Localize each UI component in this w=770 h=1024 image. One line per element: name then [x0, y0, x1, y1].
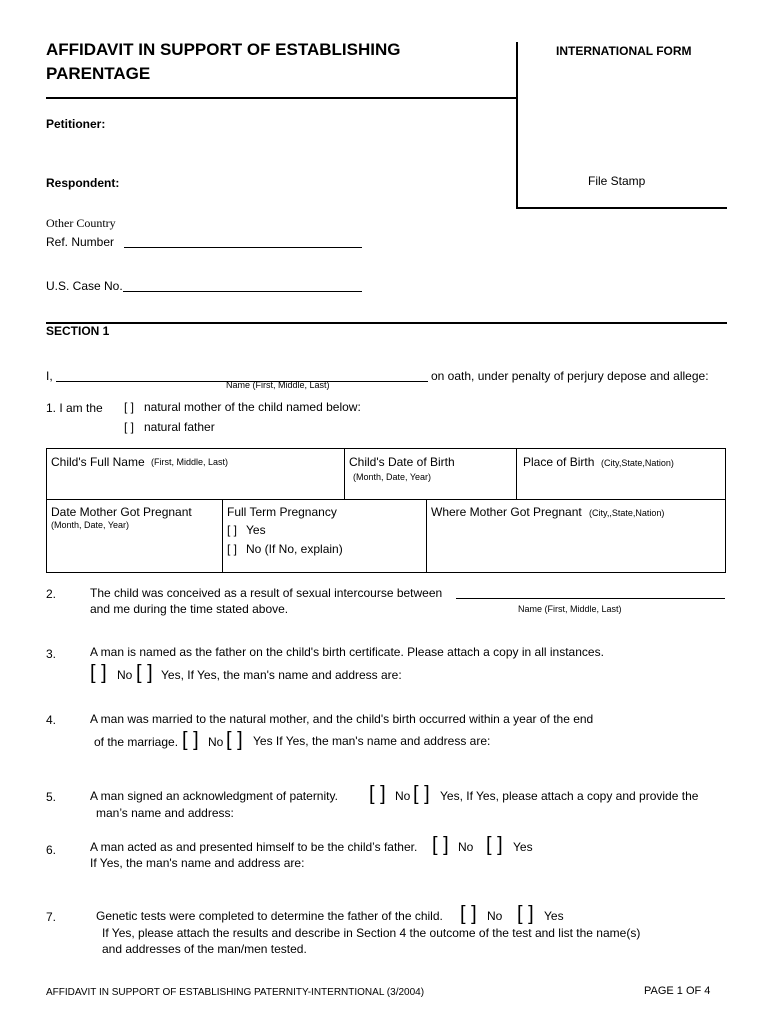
item3-text: A man is named as the father on the child's birth certificate. Please attach a copy in all instances.	[90, 645, 604, 659]
header-vertical-divider	[516, 42, 518, 208]
item3-no-checkbox[interactable]: [ ]	[90, 662, 107, 684]
item5-number: 5.	[46, 790, 57, 804]
full-term-no-checkbox[interactable]: [ ]	[227, 542, 238, 556]
item6-yes-label: Yes	[513, 840, 533, 854]
item3-number: 3.	[46, 647, 57, 661]
natural-father-checkbox[interactable]: [ ]	[124, 420, 135, 434]
respondent-label: Respondent:	[46, 176, 120, 190]
item7-no-checkbox[interactable]: [ ]	[460, 903, 477, 925]
footer-page-number: PAGE 1 OF 4	[644, 985, 711, 997]
us-case-no-field[interactable]	[123, 291, 362, 292]
place-of-birth-label: Place of Birth	[523, 455, 595, 469]
place-of-birth-cell[interactable]	[516, 448, 726, 500]
international-form-label: INTERNATIONAL FORM	[556, 44, 692, 58]
i-label: I,	[46, 369, 53, 383]
child-dob-cell[interactable]	[344, 448, 517, 500]
item6-no-label: No	[458, 840, 474, 854]
item7-yes-checkbox[interactable]: [ ]	[517, 903, 534, 925]
item4-text-line2: of the marriage.	[94, 735, 179, 749]
where-mother-pregnant-label: Where Mother Got Pregnant	[431, 505, 582, 519]
item4-no-label: No	[208, 735, 224, 749]
file-stamp-bottom-rule	[516, 207, 727, 209]
item5-no-checkbox[interactable]: [ ]	[369, 783, 386, 805]
affiant-name-caption: Name (First, Middle, Last)	[226, 380, 330, 390]
item5-text-line2: man’s name and address:	[96, 806, 234, 820]
section1-heading: SECTION 1	[46, 324, 110, 338]
item6-text-line2: If Yes, the man's name and address are:	[90, 856, 305, 870]
full-term-yes-checkbox[interactable]: [ ]	[227, 523, 238, 537]
form-title-line2: PARENTAGE	[46, 64, 151, 83]
other-country-label: Other Country	[46, 216, 116, 230]
item2-number: 2.	[46, 587, 57, 601]
child-full-name-hint: (First, Middle, Last)	[151, 457, 229, 467]
item6-yes-checkbox[interactable]: [ ]	[486, 834, 503, 856]
item3-yes-checkbox[interactable]: [ ]	[136, 662, 153, 684]
full-term-pregnancy-cell	[222, 499, 427, 573]
full-term-yes-label: Yes	[246, 523, 266, 537]
item5-text-line1: A man signed an acknowledgment of paternity.	[90, 789, 338, 803]
item7-number: 7.	[46, 910, 57, 924]
child-dob-label: Child's Date of Birth	[349, 455, 455, 469]
item4-text-line1: A man was married to the natural mother, and the child's birth occurred within a year of the end	[90, 712, 594, 726]
full-term-pregnancy-label: Full Term Pregnancy	[227, 505, 337, 519]
where-mother-pregnant-cell[interactable]	[426, 499, 726, 573]
section1-rule	[46, 322, 727, 324]
petitioner-label: Petitioner:	[46, 117, 106, 131]
item7-text-line1: Genetic tests were completed to determine the father of the child.	[96, 909, 443, 923]
item7-text-line3: and addresses of the man/men tested.	[102, 942, 307, 956]
item3-no-label: No	[117, 668, 133, 682]
item6-no-checkbox[interactable]: [ ]	[432, 834, 449, 856]
item7-yes-label: Yes	[544, 909, 564, 923]
natural-father-label: natural father	[144, 420, 215, 434]
item3-yes-label: Yes, If Yes, the man's name and address are:	[161, 668, 402, 682]
item2-name-caption: Name (First, Middle, Last)	[518, 604, 622, 614]
file-stamp-label: File Stamp	[588, 174, 646, 188]
item1-label: 1. I am the	[46, 401, 103, 415]
item6-text-line1: A man acted as and presented himself to be the child’s father.	[90, 840, 418, 854]
oath-text: on oath, under penalty of perjury depose and allege:	[431, 369, 709, 383]
item7-no-label: No	[487, 909, 503, 923]
item5-yes-label: Yes, If Yes, please attach a copy and provide the	[440, 789, 699, 803]
item4-yes-label: Yes If Yes, the man's name and address are:	[253, 734, 491, 748]
natural-mother-label: natural mother of the child named below:	[144, 400, 361, 414]
item6-number: 6.	[46, 843, 57, 857]
full-term-no-label: No (If No, explain)	[246, 542, 343, 556]
child-full-name-cell[interactable]	[46, 448, 345, 500]
us-case-no-label: U.S. Case No.	[46, 279, 123, 293]
title-underline-rule	[46, 97, 518, 99]
item4-yes-checkbox[interactable]: [ ]	[226, 729, 243, 751]
item4-number: 4.	[46, 713, 57, 727]
ref-number-label: Ref. Number	[46, 235, 115, 249]
natural-mother-checkbox[interactable]: [ ]	[124, 400, 135, 414]
child-full-name-label: Child's Full Name	[51, 455, 145, 469]
date-mother-pregnant-hint: (Month, Date, Year)	[51, 520, 130, 530]
where-mother-pregnant-hint: (City,,State,Nation)	[589, 508, 665, 518]
item5-no-label: No	[395, 789, 411, 803]
ref-number-field[interactable]	[124, 247, 362, 248]
child-dob-hint: (Month, Date, Year)	[353, 472, 432, 482]
item2-text-line2: and me during the time stated above.	[90, 602, 289, 616]
item5-yes-checkbox[interactable]: [ ]	[413, 783, 430, 805]
item2-text-line1: The child was conceived as a result of sexual intercourse between	[90, 586, 443, 600]
date-mother-pregnant-label: Date Mother Got Pregnant	[51, 505, 192, 519]
item4-no-checkbox[interactable]: [ ]	[182, 729, 199, 751]
date-mother-pregnant-cell[interactable]	[46, 499, 223, 573]
item2-name-field[interactable]	[456, 598, 725, 599]
item7-text-line2: If Yes, please attach the results and describe in Section 4 the outcome of the test and list the name(s)	[102, 926, 641, 940]
form-title-line1: AFFIDAVIT IN SUPPORT OF ESTABLISHING	[46, 40, 401, 59]
place-of-birth-hint: (City,State,Nation)	[601, 458, 674, 468]
footer-form-title: AFFIDAVIT IN SUPPORT OF ESTABLISHING PATERNITY-INTERNTIONAL (3/2004)	[46, 987, 425, 998]
